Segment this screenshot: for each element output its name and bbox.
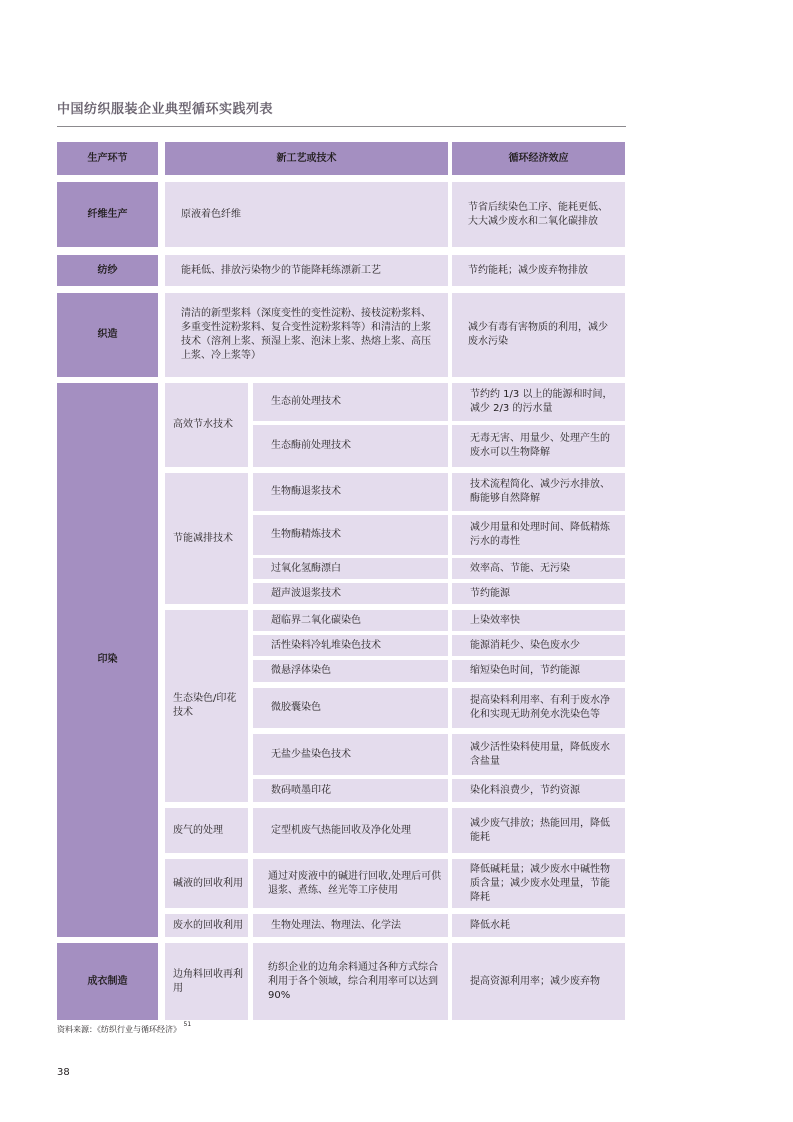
group-wastewater: 废水的回收利用	[165, 914, 248, 937]
tech-alkali: 通过对废液中的碱进行回收,处理后可供退浆、煮练、丝光等工序使用	[253, 859, 448, 908]
source-footnote: 51	[183, 1021, 192, 1028]
effect-spinning: 节约能耗；减少废弃物排放	[452, 255, 625, 286]
header-tech: 新工艺或技术	[165, 142, 448, 175]
tech-cold-pad-batch: 活性染料冷轧堆染色技术	[253, 635, 448, 656]
tech-eco-enzyme-pretreatment: 生态酶前处理技术	[253, 425, 448, 467]
effect-salt-free: 减少活性染料使用量，降低废水含盐量	[452, 734, 625, 775]
source-prefix: 资料来源：	[57, 1025, 97, 1034]
group-exhaust: 废气的处理	[165, 808, 248, 853]
stage-dyeing: 印染	[57, 383, 158, 937]
group-eco-dyeing: 生态染色/印花技术	[165, 610, 248, 802]
effect-exhaust: 减少废气排放；热能回用，降低能耗	[452, 808, 625, 853]
tech-supercritical-co2: 超临界二氧化碳染色	[253, 610, 448, 631]
effect-eco-pretreatment: 节约约 1/3 以上的能源和时间，减少 2/3 的污水量	[452, 383, 625, 421]
tech-enzyme-scouring: 生物酶精炼技术	[253, 515, 448, 555]
tech-microcapsule: 微胶囊染色	[253, 688, 448, 728]
tech-weaving: 清洁的新型浆料（深度变性的变性淀粉、接枝淀粉浆料、多重变性淀粉浆料、复合变性淀粉浆料等）和清洁的上浆技术（溶剂上浆、预湿上浆、泡沫上浆、热熔上浆、高压上浆、冷上浆等）	[165, 293, 448, 377]
effect-wastewater: 降低水耗	[452, 914, 625, 937]
tech-exhaust: 定型机废气热能回收及净化处理	[253, 808, 448, 853]
effect-microcapsule: 提高染料利用率、有利于废水净化和实现无助剂免水洗染色等	[452, 688, 625, 728]
effect-supercritical-co2: 上染效率快	[452, 610, 625, 631]
effect-eco-enzyme-pretreatment: 无毒无害、用量少、处理产生的废水可以生物降解	[452, 425, 625, 467]
group-offcuts: 边角料回收再利用	[165, 943, 248, 1020]
stage-weaving: 织造	[57, 293, 158, 377]
tech-salt-free: 无盐少盐染色技术	[253, 734, 448, 775]
tech-micro-suspension: 微悬浮体染色	[253, 660, 448, 682]
effect-digital-inkjet: 染化料浪费少，节约资源	[452, 779, 625, 802]
header-effect: 循环经济效应	[452, 142, 625, 175]
effect-enzyme-scouring: 减少用量和处理时间、降低精炼污水的毒性	[452, 515, 625, 555]
tech-digital-inkjet: 数码喷墨印花	[253, 779, 448, 802]
tech-fiber: 原液着色纤维	[165, 182, 448, 247]
page-title: 中国纺织服装企业典型循环实践列表	[57, 102, 274, 117]
source-note	[57, 1021, 192, 1035]
group-water-saving: 高效节水技术	[165, 383, 248, 467]
tech-catalase-bleach: 过氧化氢酶漂白	[253, 558, 448, 579]
tech-spinning: 能耗低、排放污染物少的节能降耗练漂新工艺	[165, 255, 448, 286]
tech-wastewater: 生物处理法、物理法、化学法	[253, 914, 448, 937]
effect-catalase-bleach: 效率高、节能、无污染	[452, 558, 625, 579]
effect-fiber: 节省后续染色工序、能耗更低、大大减少废水和二氧化碳排放	[452, 182, 625, 247]
header-stage: 生产环节	[57, 142, 158, 175]
effect-ultrasonic-desizing: 节约能源	[452, 583, 625, 604]
stage-fiber: 纤维生产	[57, 182, 158, 247]
effect-alkali: 降低碱耗量；减少废水中碱性物质含量；减少废水处理量，节能降耗	[452, 859, 625, 908]
stage-spinning: 纺纱	[57, 255, 158, 286]
title-rule	[57, 126, 626, 127]
group-energy-saving: 节能减排技术	[165, 473, 248, 604]
page-number: 38	[57, 1067, 70, 1078]
effect-micro-suspension: 缩短染色时间，节约能源	[452, 660, 625, 682]
source-ref: 《纺织行业与循环经济》	[97, 1025, 181, 1034]
stage-garment: 成衣制造	[57, 943, 158, 1020]
group-alkali: 碱液的回收利用	[165, 859, 248, 908]
tech-eco-pretreatment: 生态前处理技术	[253, 383, 448, 421]
tech-ultrasonic-desizing: 超声波退浆技术	[253, 583, 448, 604]
effect-cold-pad-batch: 能源消耗少、染色废水少	[452, 635, 625, 656]
effect-enzyme-desizing: 技术流程简化、减少污水排放、酶能够自然降解	[452, 473, 625, 511]
effect-weaving: 减少有毒有害物质的利用，减少废水污染	[452, 293, 625, 377]
effect-offcuts: 提高资源利用率；减少废弃物	[452, 943, 625, 1020]
tech-offcuts: 纺织企业的边角余料通过各种方式综合利用于各个领域，综合利用率可以达到90%	[253, 943, 448, 1020]
tech-enzyme-desizing: 生物酶退浆技术	[253, 473, 448, 511]
